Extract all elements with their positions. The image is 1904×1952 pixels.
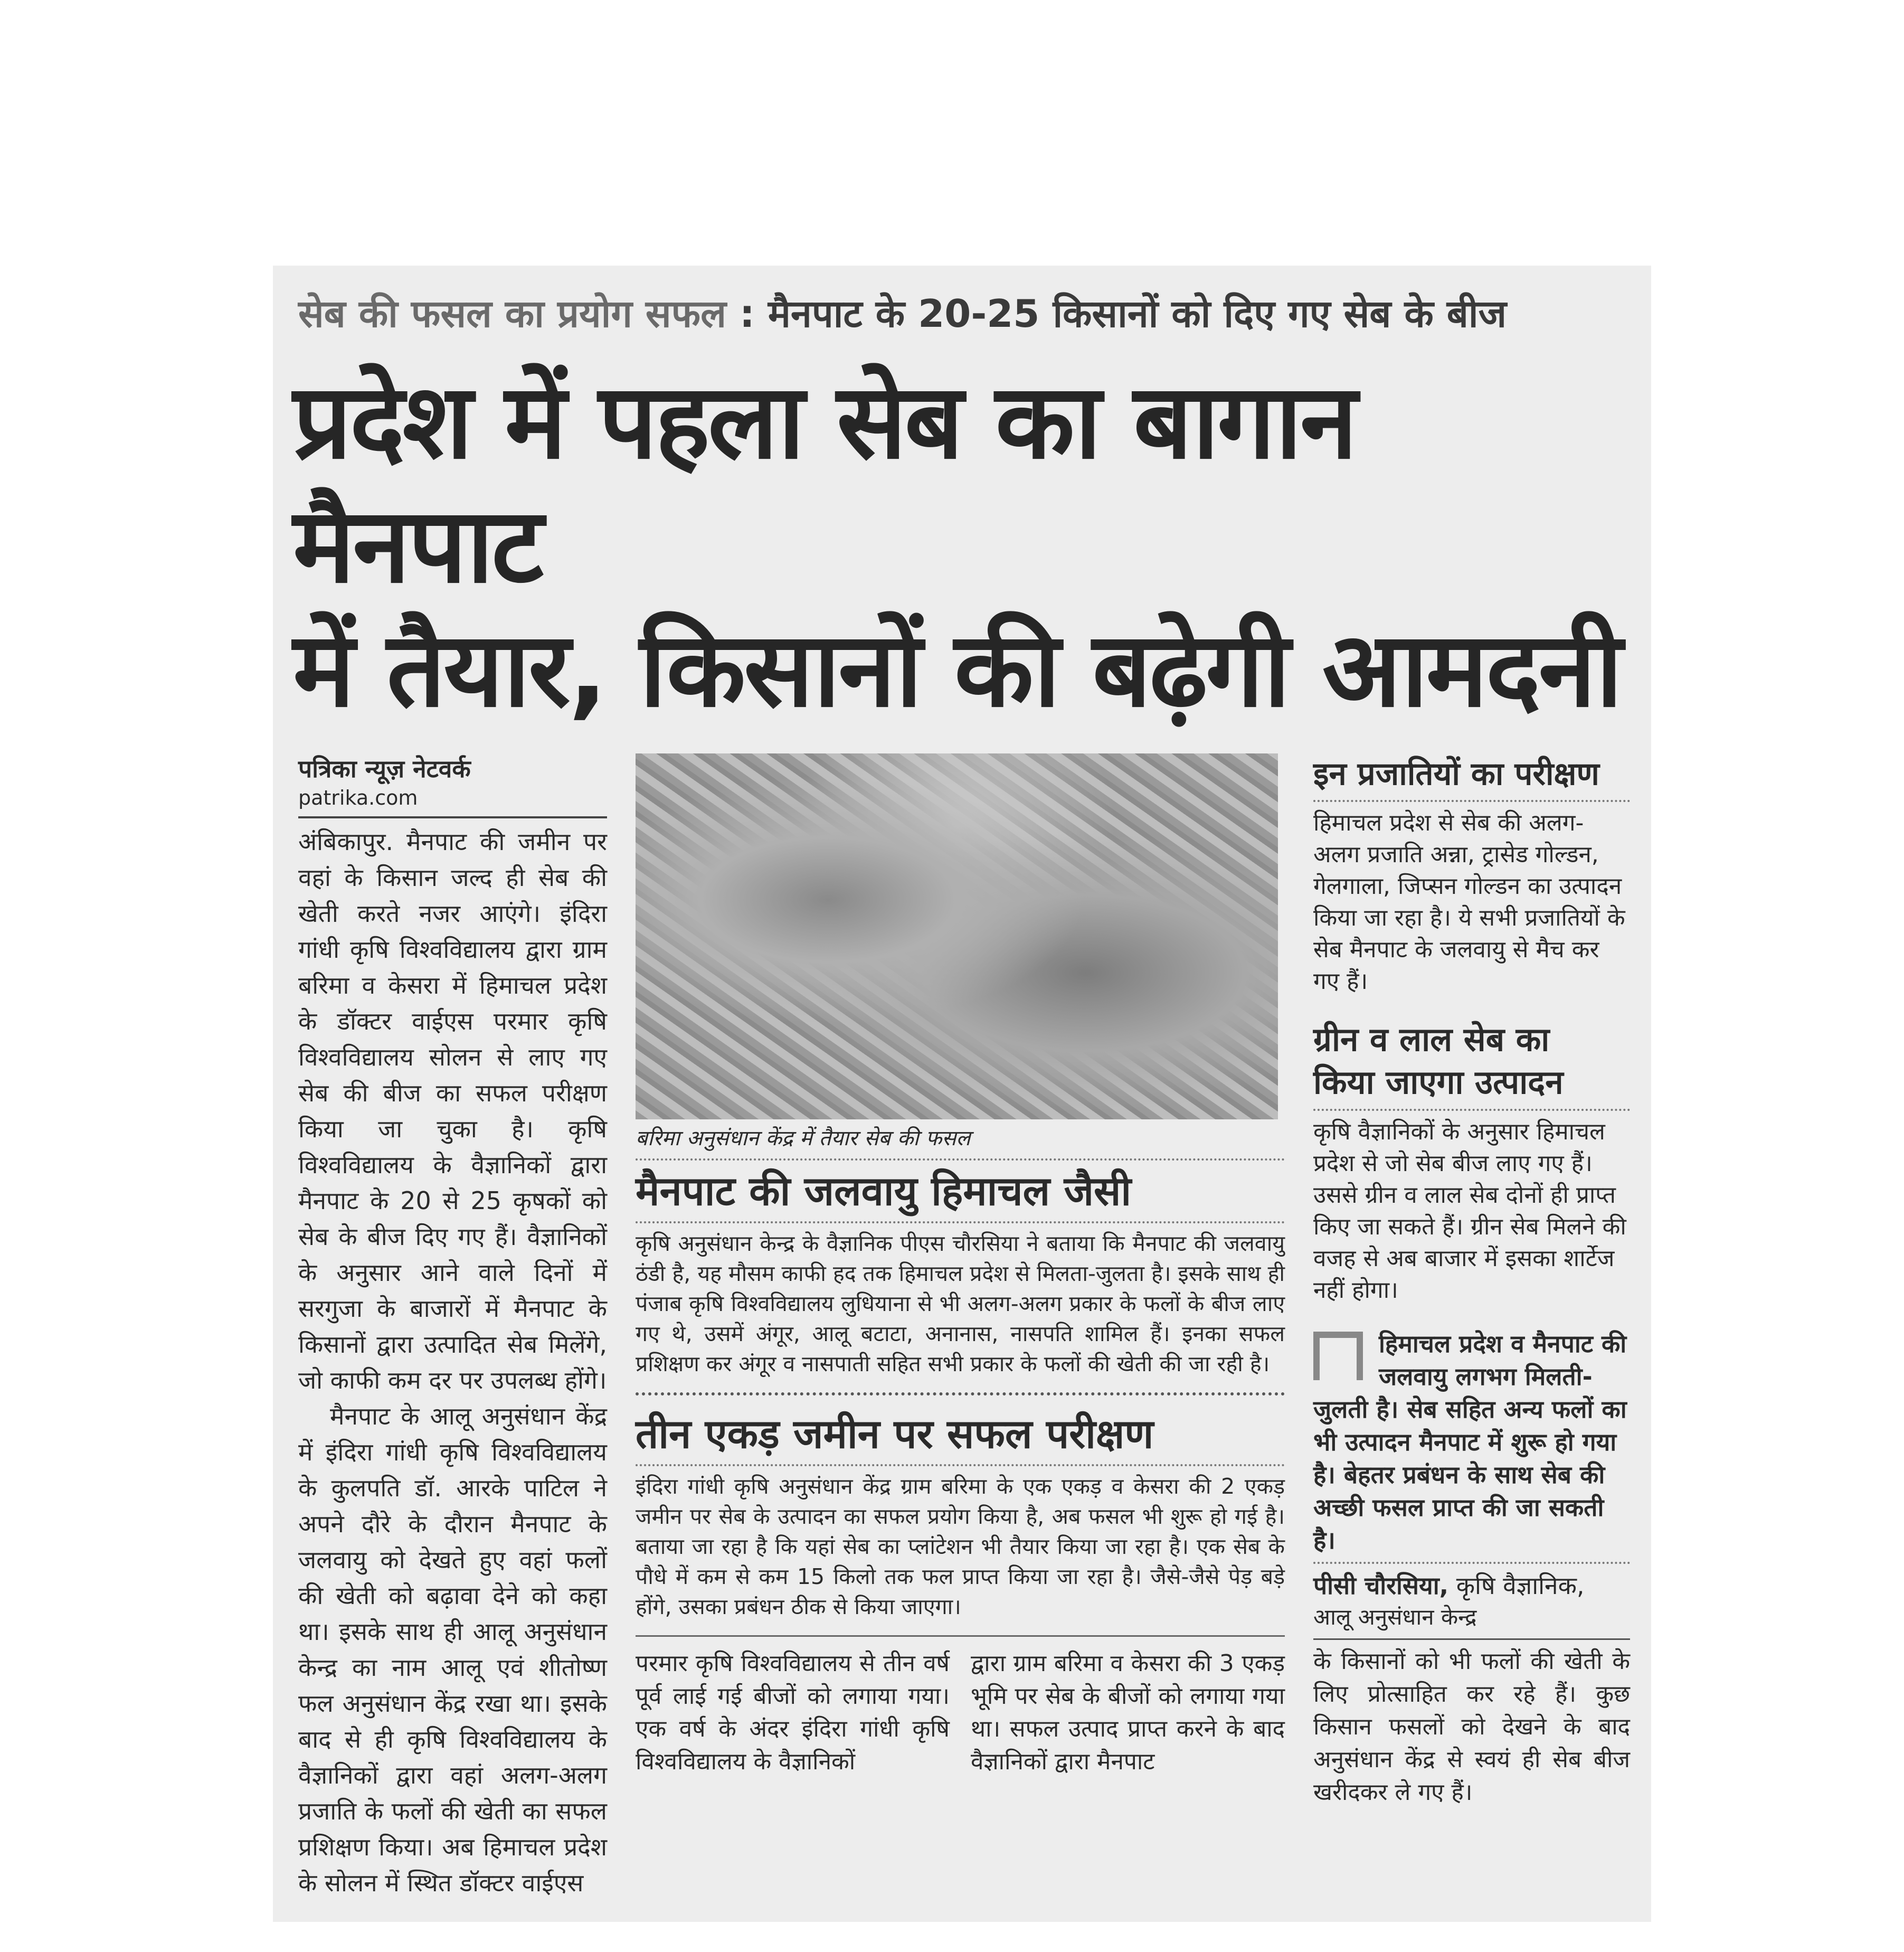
quote-attribution [1313, 1569, 1630, 1602]
photo-caption: बरिमा अनुसंधान केंद्र में तैयार सेब की फसल [636, 1126, 971, 1151]
right-text-1: हिमाचल प्रदेश से सेब की अलग-अलग प्रजाति अन्ना, ट्रासेड गोल्डन, गेलगाला, जिप्सन गोल्डन का उत्पादन किया जा रहा है। ये सभी प्रजातियों के सेब मैनपाट के जलवायु से मैच कर गए हैं। [1313, 809, 1625, 995]
quote-block [1313, 1327, 1630, 1557]
right-heading-2-line-1: ग्रीन व लाल सेब का [1313, 1020, 1550, 1059]
headline-line-1: प्रदेश में पहला सेब का बागान मैनपाट [293, 361, 1356, 606]
middle-continuation-right: द्वारा ग्राम बरिमा व केसरा की 3 एकड़ भूमि पर सेब के बीजों को लगाया गया था। सफल उत्पाद प्राप्त करने के बाद वैज्ञानिकों द्वारा मैनपाट [971, 1650, 1285, 1776]
section-divider [636, 1635, 1285, 1637]
quote-icon [1313, 1332, 1363, 1380]
right-heading-2-line-2: किया जाएगा उत्पादन [1313, 1062, 1564, 1101]
middle-continuation [636, 1647, 1285, 1778]
byline-site: patrika.com [298, 786, 418, 809]
quote-divider [1313, 1562, 1630, 1564]
kicker [298, 289, 1631, 339]
right-continuation: के किसानों को भी फलों की खेती के लिए प्रोत्साहित कर रहे हैं। कुछ किसान फसलों को देखने के बाद अनुसंधान केंद्र से स्वयं ही सेब बीज खरीदकर ले गए हैं। [1313, 1648, 1630, 1806]
byline-agency: पत्रिका न्यूज़ नेटवर्क [298, 755, 471, 784]
quote-designation: कृषि वैज्ञानिक, [1448, 1571, 1585, 1600]
quote-author: पीसी चौरसिया, [1313, 1571, 1449, 1600]
kicker-lead: सेब की फसल का प्रयोग सफल [298, 291, 726, 336]
quote-bottom-rule [1313, 1638, 1630, 1640]
heading-divider [1313, 800, 1630, 802]
middle-heading-2: तीन एकड़ जमीन पर सफल परीक्षण [636, 1410, 1154, 1458]
newspaper-clipping [273, 266, 1651, 1922]
left-column-text [298, 824, 607, 1901]
left-paragraph-2: मैनपाट के आलू अनुसंधान केंद्र में इंदिरा गांधी कृषि विश्वविद्यालय के कुलपति डॉ. आरके पाटिल ने अपने दौरे के दौरान मैनपाट के जलवायु को देखते हुए वहां फलों की खेती को बढ़ावा देने को कहा था। इसके साथ ही आलू अनुसंधान केन्द्र का नाम आलू एवं शीतोष्ण फल अनुसंधान केंद्र रखा था। इसके बाद से ही कृषि विश्वविद्यालय के वैज्ञानिकों द्वारा वहां अलग-अलग प्रजाति के फलों की खेती का सफल प्रशिक्षण किया। अब हिमाचल प्रदेश के सोलन में स्थित डॉक्टर वाईएस [298, 1402, 607, 1898]
section-divider [636, 1392, 1285, 1395]
middle-text-2: इंदिरा गांधी कृषि अनुसंधान केंद्र ग्राम बरिमा के एक एकड़ व केसरा की 2 एकड़ जमीन पर सेब के उत्पादन का सफल प्रयोग किया है, अब फसल भी शुरू हो गई है। बताया जा रहा है कि यहां सेब का प्लांटेशन भी तैयार किया जा रहा है। एक सेब के पौधे में कम से कम 15 किलो तक फल प्राप्त किया जा रहा है। जैसे-जैसे पेड़ बड़े होंगे, उसका प्रबंधन ठीक से किया जाएगा। [636, 1474, 1285, 1620]
headline-line-2: में तैयार, किसानों की बढ़ेगी आमदनी [293, 609, 1621, 730]
heading-divider [636, 1464, 1285, 1466]
byline-divider [298, 816, 607, 818]
middle-column [636, 753, 1285, 1778]
kicker-subhead: : मैनपाट के 20-25 किसानों को दिए गए सेब के बीज [726, 291, 1507, 336]
heading-divider [636, 1221, 1285, 1223]
middle-text-1: कृषि अनुसंधान केन्द्र के वैज्ञानिक पीएस चौरसिया ने बताया कि मैनपाट की जलवायु ठंडी है, यह मौसम काफी हद तक हिमाचल प्रदेश से मिलता-जुलता है। इसके साथ ही पंजाब कृषि विश्वविद्यालय लुधियाना से भी अलग-अलग प्रकार के फलों के बीज लाए गए थे, उसमें अंगूर, आलू बटाटा, अनानास, नासपति शामिल हैं। इनका सफल प्रशिक्षण कर अंगूर व नासपाती सहित सभी प्रकार के फलों की खेती की जा रही है। [636, 1231, 1285, 1377]
quote-organization: आलू अनुसंधान केन्द्र [1313, 1604, 1477, 1630]
left-paragraph-1: अंबिकापुर. मैनपाट की जमीन पर वहां के किसान जल्द ही सेब की खेती करते नजर आएंगे। इंदिरा गांधी कृषि विश्वविद्यालय द्वारा ग्राम बरिमा व केसरा में हिमाचल प्रदेश के डॉक्टर वाईएस परमार कृषि विश्वविद्यालय सोलन से लाए गए सेब की बीज का सफल परीक्षण किया जा चुका है। कृषि विश्वविद्यालय के वैज्ञानिकों द्वारा मैनपाट के 20 से 25 कृषकों को सेब के बीज दिए गए हैं। वैज्ञानिकों के अनुसार आने वाले दिनों में सरगुजा के बाजारों में मैनपाट के किसानों द्वारा उत्पादित सेब मिलेंगे, जो काफी कम दर पर उपलब्ध होंगे। [298, 827, 607, 1395]
right-text-2: कृषि वैज्ञानिकों के अनुसार हिमाचल प्रदेश से जो सेब बीज लाए गए हैं। उससे ग्रीन व लाल सेब दोनों ही प्राप्त किए जा सकते हैं। ग्रीन सेब मिलने की वजह से अब बाजार में इसका शार्टेज नहीं होगा। [1313, 1118, 1626, 1304]
right-column [1313, 753, 1630, 1809]
right-heading-1: इन प्रजातियों का परीक्षण [1313, 756, 1599, 793]
middle-heading-1: मैनपाट की जलवायु हिमाचल जैसी [636, 1167, 1132, 1215]
quote-text: हिमाचल प्रदेश व मैनपाट की जलवायु लगभग मिलती-जुलती है। सेब सहित अन्य फलों का भी उत्पादन मैनपाट में शुरू हो गया है। बेहतर प्रबंधन के साथ सेब की अच्छी फसल प्राप्त की जा सकती है। [1313, 1329, 1627, 1555]
middle-continuation-left: परमार कृषि विश्वविद्यालय से तीन वर्ष पूर्व लाई गई बीजों को लगाया गया। एक वर्ष के अंदर इंदिरा गांधी कृषि विश्वविद्यालय के वैज्ञानिकों [636, 1650, 950, 1776]
article-columns [298, 753, 1631, 1901]
caption-divider [636, 1158, 1285, 1161]
heading-divider [1313, 1109, 1630, 1111]
apple-crop-photo [636, 753, 1278, 1119]
left-column [298, 753, 607, 1901]
